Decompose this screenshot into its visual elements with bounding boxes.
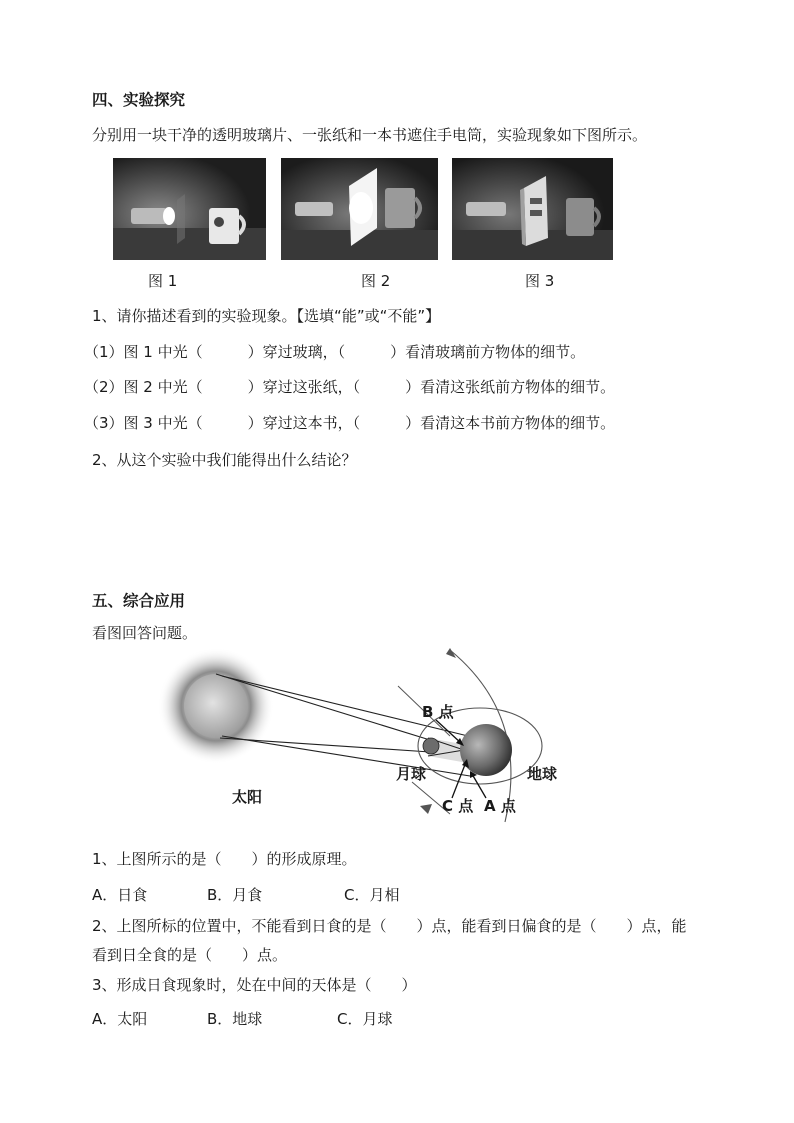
figure-caption-3: 图 3 [525, 272, 555, 290]
section5-q3-prompt: 3、形成日食现象时，处在中间的天体是（ ） [92, 976, 417, 994]
section4-heading: 四、实验探究 [92, 91, 186, 109]
section5-q2-line1: 2、上图所标的位置中，不能看到日食的是（ ）点，能看到日偏食的是（ ）点，能 [92, 917, 687, 935]
section5-q3-option-b: B．地球 [207, 1010, 263, 1028]
figure-caption-2: 图 2 [361, 272, 391, 290]
section5-q2-line2: 看到日全食的是（ ）点。 [92, 946, 288, 964]
section4-q2-prompt: 2、从这个实验中我们能得出什么结论？ [92, 451, 357, 469]
figure-caption-1: 图 1 [148, 272, 178, 290]
label-point-a: A 点 [484, 797, 516, 815]
solar-eclipse-diagram [150, 646, 570, 826]
section5-q3-option-a: A．太阳 [92, 1010, 148, 1028]
section5-q1-option-c: C．月相 [344, 886, 400, 904]
section4-q1-item-2: （2）图 2 中光（ ）穿过这张纸，（ ）看清这张纸前方物体的细节。 [84, 378, 616, 396]
moon-icon [423, 738, 439, 754]
section4-q1-item-3: （3）图 3 中光（ ）穿过这本书，（ ）看清这本书前方物体的细节。 [84, 414, 616, 432]
sun-icon [158, 648, 274, 764]
label-sun: 太阳 [232, 788, 263, 806]
experiment-photo-1 [113, 158, 266, 260]
section5-heading: 五、综合应用 [92, 592, 186, 610]
label-moon: 月球 [396, 765, 427, 783]
section5-intro: 看图回答问题。 [92, 624, 198, 642]
section5-q3-option-c: C．月球 [337, 1010, 393, 1028]
section5-q1-option-a: A．日食 [92, 886, 148, 904]
earth-icon [460, 724, 512, 776]
section5-q1-option-b: B．月食 [207, 886, 263, 904]
label-earth: 地球 [527, 765, 558, 783]
section4-intro: 分别用一块干净的透明玻璃片、一张纸和一本书遮住手电筒，实验现象如下图所示。 [92, 126, 648, 144]
section4-q1-prompt: 1、请你描述看到的实验现象。【选填“能”或“不能”】 [92, 307, 441, 325]
experiment-photo-2 [281, 158, 438, 260]
experiment-photo-3 [452, 158, 613, 260]
label-point-b: B 点 [422, 703, 454, 721]
section4-q1-item-1: （1）图 1 中光（ ）穿过玻璃，（ ）看清玻璃前方物体的细节。 [84, 343, 586, 361]
label-point-c: C 点 [442, 797, 474, 815]
section5-q1-prompt: 1、上图所示的是（ ）的形成原理。 [92, 850, 357, 868]
